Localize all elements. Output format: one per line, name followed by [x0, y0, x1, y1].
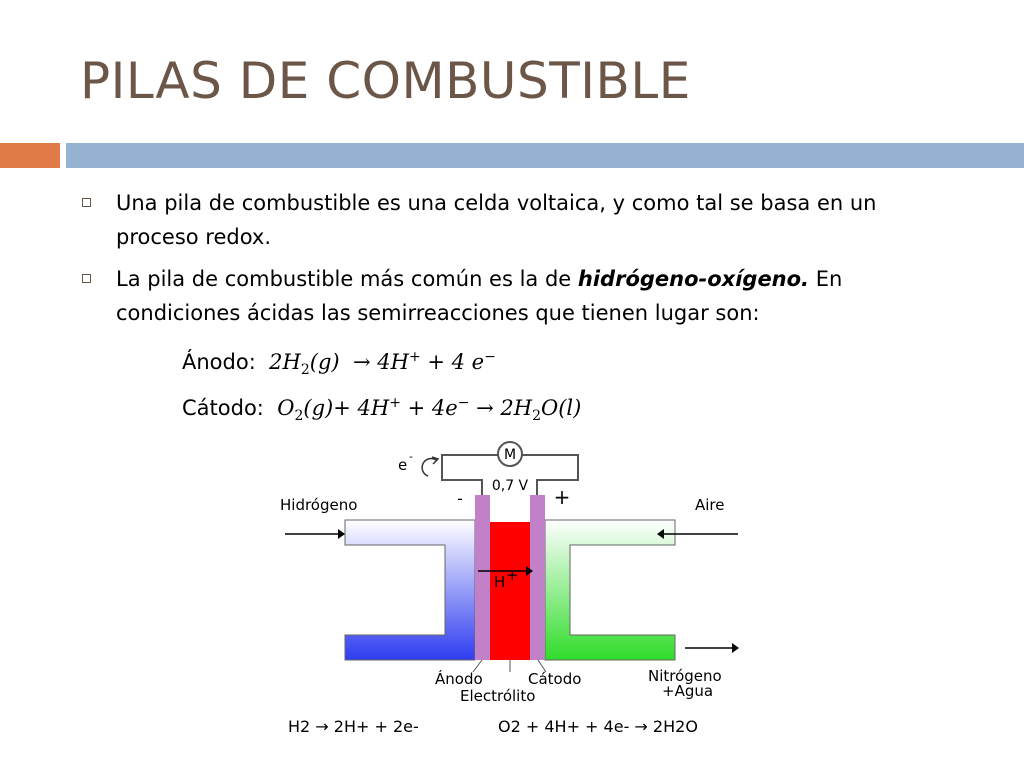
anode-diagram-label: Ánodo: [435, 670, 483, 688]
bullet-text: Una pila de combustible es una celda voltaica, y como tal se basa en un proceso redox.: [116, 191, 877, 249]
anode-reaction: H2 → 2H+ + 2e-: [288, 717, 419, 736]
hydrogen-label: Hidrógeno: [280, 496, 358, 514]
circuit-wire-left: [442, 455, 499, 495]
electron-label: e: [398, 456, 408, 474]
accent-bar-orange: [0, 143, 60, 168]
proton-sup: +: [506, 566, 519, 584]
electrolyte-block: [490, 522, 530, 660]
meter-label: M: [503, 447, 517, 463]
cathode-label: Cátodo:: [182, 396, 264, 420]
electron-flow-arrow-icon: [422, 459, 436, 476]
outlet-label-1: Nitrógeno: [648, 667, 722, 685]
anode-electrode: [475, 495, 490, 660]
cathode-equation: Cátodo: $O_2(g)+ 4H^+ + 4e^- \to 2H_2O(l)$: [182, 395, 582, 425]
bullet-text-pre: La pila de combustible más común es la de: [116, 267, 578, 291]
accent-bar-blue: [66, 143, 1024, 168]
proton-label: H: [494, 573, 506, 591]
cathode-reaction: O2 + 4H+ + 4e- → 2H2O: [498, 717, 698, 736]
bullet-text-post: En condiciones ácidas las semirreacciones que tienen lugar son:: [116, 267, 843, 325]
anode-label: Ánodo:: [182, 350, 256, 374]
minus-label: -: [457, 489, 463, 508]
electron-sup: -: [409, 450, 413, 463]
voltage-label: 0,7 V: [491, 478, 529, 494]
fuel-cell-diagram: [270, 440, 760, 760]
bullet-item: [80, 186, 960, 254]
anode-equation: Ánodo: $2H_2(g) \to 4H^+ + 4$ e−: [182, 349, 496, 379]
cathode-electrode: [530, 495, 545, 660]
air-label: Aire: [695, 496, 725, 514]
bullet-item: [80, 262, 960, 330]
air-chamber: [545, 520, 675, 660]
hydrogen-chamber: [345, 520, 475, 660]
bullet-emphasis: hidrógeno-oxígeno.: [577, 267, 810, 291]
square-bullet-icon: [82, 274, 91, 283]
outlet-label-2: +Agua: [662, 682, 714, 700]
plus-label: +: [553, 485, 571, 509]
slide-title: PILAS DE COMBUSTIBLE: [80, 52, 691, 110]
electrolyte-label: Electrólito: [460, 687, 536, 705]
square-bullet-icon: [82, 198, 91, 207]
cathode-diagram-label: Cátodo: [528, 670, 582, 688]
bullet-list: [80, 186, 960, 338]
